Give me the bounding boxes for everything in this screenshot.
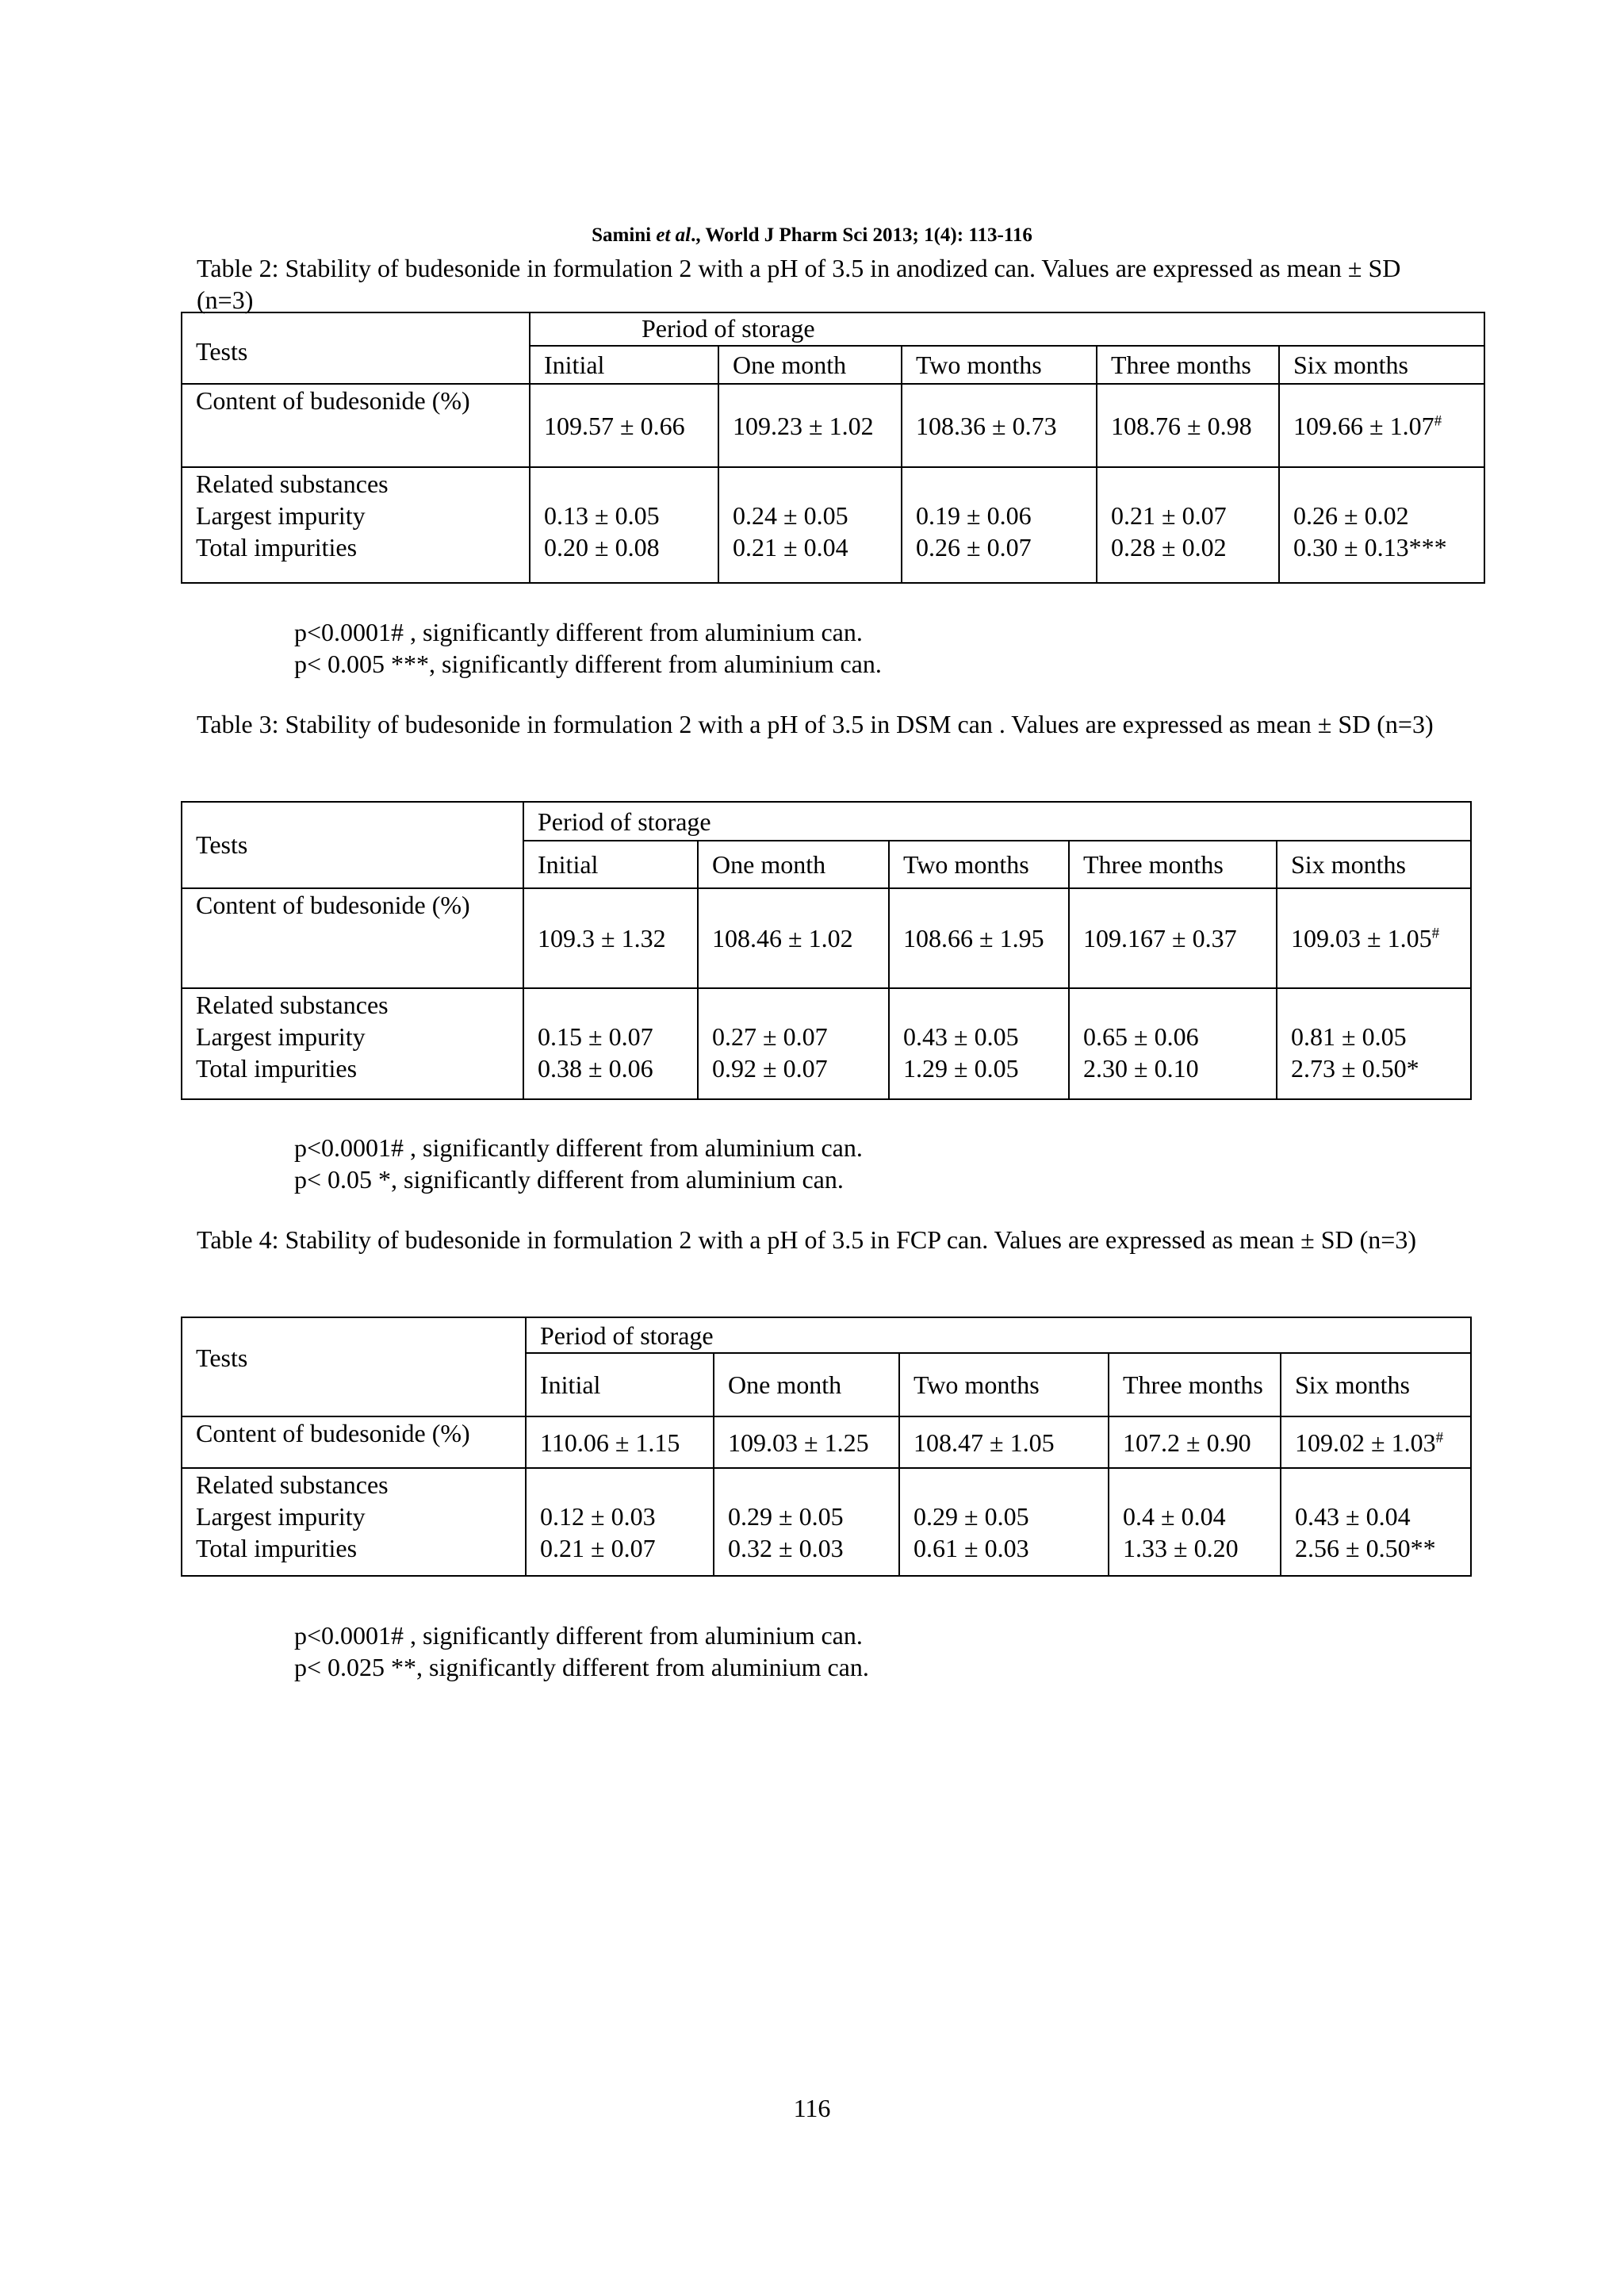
largest-impurity-value: 0.43 ± 0.04 — [1295, 1502, 1411, 1531]
total-impurities-value: 0.20 ± 0.08 — [544, 533, 660, 562]
related-substances-label: Related substances — [196, 991, 389, 1019]
largest-impurity-value: 0.65 ± 0.06 — [1083, 1022, 1199, 1051]
footnote: p< 0.005 ***, significantly different from aluminium can. — [294, 650, 882, 678]
impurity-cell — [899, 1468, 1109, 1576]
column-header-three-months: Three months — [1069, 841, 1277, 888]
column-header-three-months: Three months — [1097, 346, 1279, 384]
impurity-cell — [1281, 1468, 1471, 1576]
largest-impurity-value: 0.13 ± 0.05 — [544, 501, 660, 530]
tests-header: Tests — [182, 312, 530, 384]
significance-mark: # — [1431, 925, 1440, 942]
row-label-related-substances — [182, 1468, 526, 1576]
largest-impurity-value: 0.15 ± 0.07 — [538, 1022, 653, 1051]
period-of-storage-header: Period of storage — [530, 312, 1484, 346]
impurity-cell — [523, 988, 698, 1099]
total-impurities-value: 0.26 ± 0.07 — [916, 533, 1032, 562]
related-substances-label: Related substances — [196, 1470, 389, 1499]
impurity-cell — [1279, 467, 1484, 583]
row-label-content: Content of budesonide (%) — [182, 384, 530, 467]
column-header-six-months: Six months — [1279, 346, 1484, 384]
column-header-one-month: One month — [718, 346, 902, 384]
header-author: Samini — [592, 224, 652, 246]
largest-impurity-value: 0.27 ± 0.07 — [712, 1022, 828, 1051]
related-substances-label: Related substances — [196, 470, 389, 498]
table-2-footnotes — [294, 616, 882, 680]
column-header-six-months: Six months — [1277, 841, 1471, 888]
content-value: 107.2 ± 0.90 — [1109, 1416, 1281, 1468]
impurity-cell — [1097, 467, 1279, 583]
table-4-footnotes — [294, 1619, 869, 1683]
tests-header: Tests — [182, 802, 523, 888]
row-label-related-substances — [182, 467, 530, 583]
table-3-footnotes — [294, 1132, 863, 1195]
largest-impurity-label: Largest impurity — [196, 501, 366, 530]
table-4 — [181, 1317, 1472, 1577]
content-value: 108.76 ± 0.98 — [1097, 384, 1279, 467]
tests-header: Tests — [182, 1317, 526, 1416]
column-header-three-months: Three months — [1109, 1353, 1281, 1416]
largest-impurity-label: Largest impurity — [196, 1022, 366, 1051]
period-of-storage-header: Period of storage — [523, 802, 1471, 841]
content-value: 108.36 ± 0.73 — [902, 384, 1097, 467]
largest-impurity-value: 0.19 ± 0.06 — [916, 501, 1032, 530]
impurity-cell — [698, 988, 889, 1099]
impurity-cell — [714, 1468, 899, 1576]
impurity-cell — [526, 1468, 714, 1576]
significance-mark: # — [1434, 412, 1442, 429]
impurity-cell — [718, 467, 902, 583]
impurity-cell — [1069, 988, 1277, 1099]
total-impurities-value: 1.33 ± 0.20 — [1123, 1534, 1239, 1562]
total-impurities-value: 0.92 ± 0.07 — [712, 1054, 828, 1083]
content-value: 109.66 ± 1.07# — [1279, 384, 1484, 467]
largest-impurity-value: 0.29 ± 0.05 — [728, 1502, 844, 1531]
column-header-one-month: One month — [698, 841, 889, 888]
footnote: p<0.0001# , significantly different from aluminium can. — [294, 1621, 863, 1650]
column-header-initial: Initial — [530, 346, 718, 384]
header-citation: ., World J Pharm Sci 2013; 1(4): 113-116 — [691, 224, 1032, 246]
total-impurities-label: Total impurities — [196, 1054, 358, 1083]
total-impurities-value: 0.21 ± 0.04 — [733, 533, 848, 562]
footnote: p< 0.025 **, significantly different from aluminium can. — [294, 1653, 869, 1681]
column-header-initial: Initial — [526, 1353, 714, 1416]
total-impurities-value: 2.56 ± 0.50** — [1295, 1534, 1436, 1562]
footnote: p< 0.05 *, significantly different from aluminium can. — [294, 1165, 844, 1194]
column-header-six-months: Six months — [1281, 1353, 1471, 1416]
content-value: 109.3 ± 1.32 — [523, 888, 698, 988]
content-value: 110.06 ± 1.15 — [526, 1416, 714, 1468]
table-4-caption: Table 4: Stability of budesonide in formulation 2 with a pH of 3.5 in FCP can. Values are expressed as mean ± SD (n=3) — [197, 1225, 1416, 1254]
largest-impurity-label: Largest impurity — [196, 1502, 366, 1531]
content-value: 109.57 ± 0.66 — [530, 384, 718, 467]
content-value: 108.66 ± 1.95 — [889, 888, 1069, 988]
total-impurities-value: 0.38 ± 0.06 — [538, 1054, 653, 1083]
total-impurities-value: 0.28 ± 0.02 — [1111, 533, 1227, 562]
table-3 — [181, 801, 1472, 1100]
column-header-two-months: Two months — [889, 841, 1069, 888]
impurity-cell — [902, 467, 1097, 583]
impurity-cell — [889, 988, 1069, 1099]
footnote: p<0.0001# , significantly different from aluminium can. — [294, 1133, 863, 1162]
largest-impurity-value: 0.43 ± 0.05 — [903, 1022, 1019, 1051]
largest-impurity-value: 0.81 ± 0.05 — [1291, 1022, 1407, 1051]
content-value: 109.02 ± 1.03# — [1281, 1416, 1471, 1468]
total-impurities-value: 1.29 ± 0.05 — [903, 1054, 1019, 1083]
page-number: 116 — [793, 2094, 831, 2122]
content-value: 109.23 ± 1.02 — [718, 384, 902, 467]
largest-impurity-value: 0.21 ± 0.07 — [1111, 501, 1227, 530]
content-value: 108.46 ± 1.02 — [698, 888, 889, 988]
total-impurities-value: 0.30 ± 0.13*** — [1293, 533, 1447, 562]
total-impurities-label: Total impurities — [196, 1534, 358, 1562]
largest-impurity-value: 0.12 ± 0.03 — [540, 1502, 656, 1531]
total-impurities-label: Total impurities — [196, 533, 358, 562]
content-value: 109.03 ± 1.25 — [714, 1416, 899, 1468]
column-header-initial: Initial — [523, 841, 698, 888]
total-impurities-value: 0.61 ± 0.03 — [914, 1534, 1029, 1562]
header-etal: et al — [656, 224, 691, 246]
total-impurities-value: 0.32 ± 0.03 — [728, 1534, 844, 1562]
table-3-caption: Table 3: Stability of budesonide in formulation 2 with a pH of 3.5 in DSM can . Values are expressed as mean ± SD (n=3) — [197, 710, 1434, 738]
total-impurities-value: 0.21 ± 0.07 — [540, 1534, 656, 1562]
largest-impurity-value: 0.24 ± 0.05 — [733, 501, 848, 530]
largest-impurity-value: 0.4 ± 0.04 — [1123, 1502, 1226, 1531]
total-impurities-value: 2.73 ± 0.50* — [1291, 1054, 1419, 1083]
table-2 — [181, 312, 1485, 584]
row-label-content: Content of budesonide (%) — [182, 1416, 526, 1468]
content-value: 108.47 ± 1.05 — [899, 1416, 1109, 1468]
period-of-storage-header: Period of storage — [526, 1317, 1471, 1353]
row-label-content: Content of budesonide (%) — [182, 888, 523, 988]
impurity-cell — [1277, 988, 1471, 1099]
running-header — [0, 224, 1624, 247]
table-2-caption: Table 2: Stability of budesonide in formulation 2 with a pH of 3.5 in anodized can. Values are expressed as mean ± SD (n=3) — [197, 254, 1401, 314]
column-header-one-month: One month — [714, 1353, 899, 1416]
impurity-cell — [530, 467, 718, 583]
content-value: 109.03 ± 1.05# — [1277, 888, 1471, 988]
footnote: p<0.0001# , significantly different from aluminium can. — [294, 618, 863, 646]
row-label-related-substances — [182, 988, 523, 1099]
content-value: 109.167 ± 0.37 — [1069, 888, 1277, 988]
total-impurities-value: 2.30 ± 0.10 — [1083, 1054, 1199, 1083]
significance-mark: # — [1435, 1428, 1444, 1446]
impurity-cell — [1109, 1468, 1281, 1576]
largest-impurity-value: 0.26 ± 0.02 — [1293, 501, 1409, 530]
column-header-two-months: Two months — [899, 1353, 1109, 1416]
largest-impurity-value: 0.29 ± 0.05 — [914, 1502, 1029, 1531]
column-header-two-months: Two months — [902, 346, 1097, 384]
